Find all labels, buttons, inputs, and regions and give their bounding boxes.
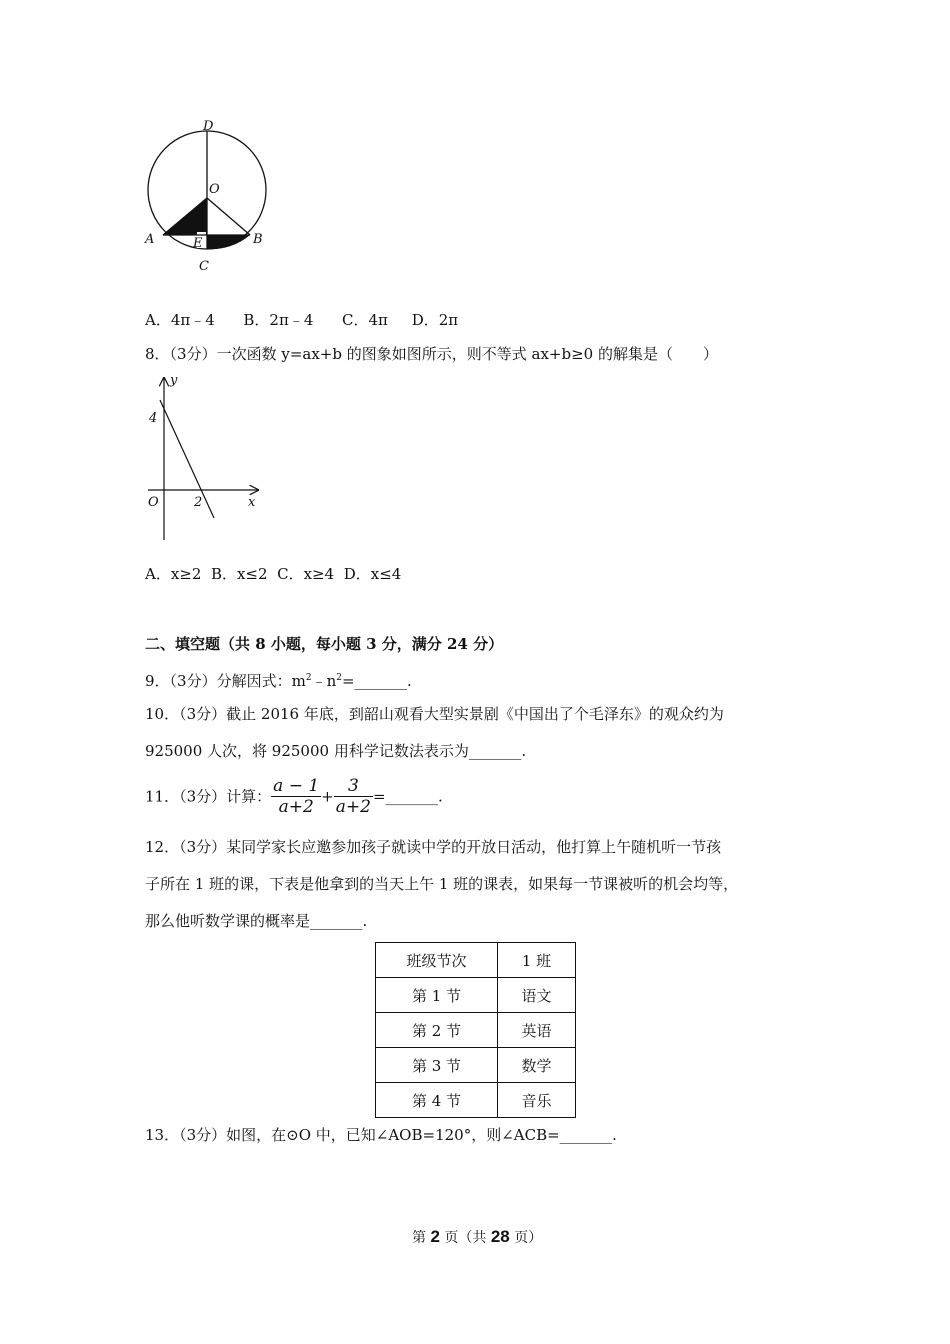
table-cell: 第 3 节 <box>376 1048 498 1083</box>
q8-text: 一次函数 y=ax+b 的图象如图所示，则不等式 ax+b≥0 的解集是（ ） <box>216 345 718 363</box>
table-cell: 数学 <box>498 1048 576 1083</box>
label-o: O <box>209 182 220 197</box>
y-axis-label: y <box>170 373 178 388</box>
page-footer: 第 2 页（共 28 页） <box>412 1227 543 1246</box>
q8-number: 8． <box>145 345 170 363</box>
schedule-table <box>375 942 576 1118</box>
q7-options <box>145 310 458 330</box>
q11-fraction-2: $\frac{3}{a+2}$ <box>335 776 371 817</box>
table-cell: 第 1 节 <box>376 978 498 1013</box>
table-cell: 语文 <box>498 978 576 1013</box>
q8-option-a: A．x≥2 <box>145 565 202 583</box>
segment-ob <box>207 198 250 235</box>
q8-option-d: D．x≤4 <box>343 565 402 583</box>
shaded-region-right <box>207 235 250 249</box>
circle-figure <box>135 118 275 280</box>
q8-option-c: C．x≥4 <box>277 565 335 583</box>
table-row <box>376 978 576 1013</box>
q9-stem: 9．（3分）分解因式：$m^2﹣n^2=\_\_\_\_\_\_\_$. <box>145 672 412 690</box>
x-intercept-label: 2 <box>194 495 203 510</box>
q7-option-d: D．2π <box>411 311 459 329</box>
section2-heading: 二、填空题（共 8 小题，每小题 3 分，满分 24 分） <box>145 635 504 653</box>
table-row <box>376 1048 576 1083</box>
q12-line3: 那么他听数学课的概率是_______. <box>145 912 368 930</box>
page-total: 28 <box>490 1227 510 1246</box>
q11-fraction-1: $\frac{a - 1}{a+2}$ <box>273 776 320 817</box>
table-header-cell: 班级节次 <box>376 943 498 978</box>
q7-option-b: B．2π﹣4 <box>243 311 314 329</box>
q8-options <box>145 564 401 584</box>
label-d: D <box>203 119 214 134</box>
x-axis-label: x <box>248 495 256 510</box>
q13-stem: 13．（3分）如图，在⊙O 中，已知∠AOB=120°，则∠ACB=_______. <box>145 1126 617 1144</box>
q7-option-c: C．4π <box>341 311 388 329</box>
table-cell: 英语 <box>498 1013 576 1048</box>
table-cell: 音乐 <box>498 1083 576 1118</box>
table-cell: 第 2 节 <box>376 1013 498 1048</box>
q7-option-a: A．4π﹣4 <box>145 311 215 329</box>
q8-stem <box>145 344 718 364</box>
page-number: 2 <box>430 1227 440 1246</box>
q12-line1: 12．（3分）某同学家长应邀参加孩子就读中学的开放日活动，他打算上午随机听一节孩 <box>145 838 722 856</box>
label-b: B <box>253 232 263 247</box>
q10-line2: 925000 人次，将 925000 用科学记数法表示为_______. <box>145 742 527 760</box>
table-row <box>376 1013 576 1048</box>
q11-stem: 11．（3分）计算： $\frac{a - 1}{a+2}$ + $\frac{3}{a+2}$ =_______. <box>145 776 443 817</box>
label-c: C <box>199 259 209 274</box>
origin-label: O <box>148 495 159 510</box>
q12-line2: 子所在 1 班的课，下表是他拿到的当天上午 1 班的课表，如果每一节课被听的机会均等， <box>145 875 739 893</box>
q8-option-b: B．x≤2 <box>210 565 268 583</box>
label-e: E <box>193 236 203 251</box>
label-a: A <box>145 232 155 247</box>
q8-score: （3分） <box>169 345 217 363</box>
table-cell: 第 4 节 <box>376 1083 498 1118</box>
table-header-row <box>376 943 576 978</box>
linear-graph-figure <box>140 370 270 545</box>
y-intercept-label: 4 <box>149 411 158 426</box>
function-line <box>160 400 214 518</box>
q10-line1: 10．（3分）截止 2016 年底，到韶山观看大型实景剧《中国出了个毛泽东》的观众约为 <box>145 705 724 723</box>
table-row <box>376 1083 576 1118</box>
table-header-cell: 1 班 <box>498 943 576 978</box>
